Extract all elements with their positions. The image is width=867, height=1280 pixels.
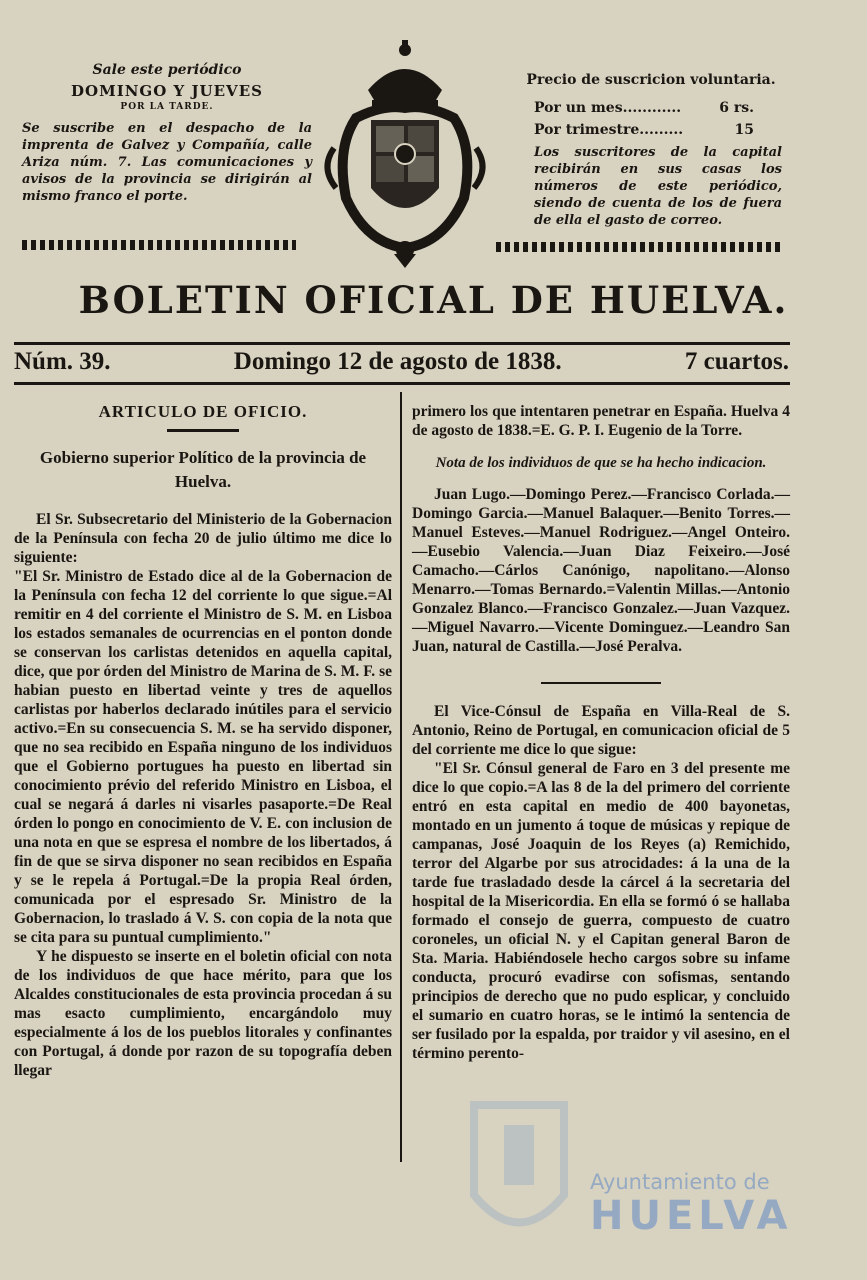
watermark	[590, 1170, 792, 1238]
article-separator-rule	[541, 682, 661, 684]
issue-price: 7 cuartos.	[684, 348, 789, 375]
royal-crest-icon	[316, 38, 494, 270]
watermark-shield-icon	[464, 1085, 574, 1255]
column-divider	[400, 392, 402, 1162]
issue-date: Domingo 12 de agosto de 1838.	[233, 348, 562, 375]
dateline-bottom-rule	[14, 382, 790, 385]
header-right-delivery-text: Los suscritores de la capital recibirán en sus casas los números de este periódico, siendo de cuenta de los de fuera de ella el gasto de correo.	[534, 145, 782, 228]
issue-number: Núm. 39.	[14, 348, 111, 375]
note-title: Nota de los individuos de que se ha hecho indicacion.	[435, 455, 767, 471]
header-left-ornament	[22, 240, 296, 250]
left-paragraph-1: El Sr. Subsecretario del Ministerio de la Gobernacion de la Península con fecha 20 de julio último me dice lo siguiente:	[14, 511, 392, 566]
header-right-block	[520, 72, 782, 229]
section-title: ARTICULO DE OFICIO.	[98, 402, 308, 421]
header-left-subscription-text: Se suscribe en el despacho de la imprenta de Galvez y Compañía, calle Ariza núm. 7. Las comunicaciones y avisos de la provincia se dirigirán al mismo franco el porte.	[22, 121, 312, 204]
price-quarter-value: 15	[734, 122, 754, 138]
header-right-ornament	[496, 242, 784, 252]
header-left-line1: Sale este periódico	[92, 62, 242, 78]
right-paragraph-2: El Vice-Cónsul de España en Villa-Real de S. Antonio, Reino de Portugal, en comunicacion oficial de 5 del corriente me dice lo que sigue:	[412, 703, 790, 758]
price-quarter-row	[520, 122, 782, 138]
section-rule	[167, 429, 239, 432]
right-column	[412, 402, 790, 1063]
right-paragraph-3: "El Sr. Cónsul general de Faro en 3 del presente me dice lo que copio.=A las 8 de la del primero del corriente entró en esta capital en medio de 400 bayonetas, montado en un jumento á toque de músicas y repique de campanas, José Joaquin de los Reyes (a) Remichido, terror del Algarbe por sus atrocidades: á la una de la tarde fue trasladado desde la cárcel á la secretaria del hospital de la Misericordia. En ella se formó ó se hallaba formado el consejo de guerra, compuesto de cuatro coroneles, un oficial N. y el Capitan general Baron de Sta. Maria. Habiéndosele hecho cargos sobre su infame conducta, procuró evadirse con sofismas, sentando principios de derecho que no pudo esplicar, y concluido el sumario en cuatro horas, se le intimó la sentencia de ser fusilado por la espalda, por traidor y vil asesino, en el término perento-	[412, 760, 790, 1062]
left-column	[14, 402, 392, 1080]
section-subtitle: Gobierno superior Político de la provincia de Huelva.	[39, 448, 367, 491]
subscription-price-title: Precio de suscricion voluntaria.	[526, 72, 776, 88]
left-paragraph-3: Y he dispuesto se inserte en el boletin oficial con nota de los individuos de que hace mérito, para que los Alcaldes constitucionales de esta provincia procedan á su mas esacto cumplimiento, encargándolo muy especialmente á los de los pueblos litorales y confinantes con Portugal, á donde por razon de su topografía deben llegar	[14, 948, 392, 1079]
dateline-top-rule	[14, 342, 790, 345]
watermark-line2: HUELVA	[590, 1193, 793, 1239]
price-quarter-label: Por trimestre.........	[534, 122, 684, 138]
price-month-value: 6 rs.	[719, 100, 754, 116]
header-left-time: POR LA TARDE.	[120, 102, 214, 112]
dateline	[14, 348, 789, 376]
header-left-days: DOMINGO Y JUEVES	[71, 82, 263, 100]
price-month-label: Por un mes............	[534, 100, 682, 116]
left-paragraph-2: "El Sr. Ministro de Estado dice al de la Gobernacion de la Península con fecha 12 del corriente lo que sigue.=Al remitir en 4 del corriente el Ministro de S. M. en Lisboa los estados semanales de ocurrencias en el ponton donde se conservan los carlistas detenidos en aquella capital, dice, que por órden del Ministro de Marina de S. M. F. se habian puesto en libertad veinte y tres de aquellos carlistas por haberlos declarado inútiles para el servicio activo.=En su consecuencia S. M. se ha servido disponer, que no sea recibido en España ninguno de los individuos que el Gobierno portugues ha puesto en libertad sin conocimiento prévio del referido Ministro en Lisboa, el cual se negará á darles ni visarles pasaporte.=De Real órden lo pongo en conocimiento de V. E. con inclusion de una nota en que se espresa el nombre de los libertados, á fin de que se sirva disponer no sean recibidos en España y se le repela á Portugal.=De la propia Real órden, comunicada por el espresado Sr. Ministro de la Gobernacion, lo traslado á V. S. con copia de la nota que se cita para su puntual cumplimiento."	[14, 568, 392, 946]
masthead-title: BOLETIN OFICIAL DE HUELVA.	[78, 278, 789, 322]
price-month-row	[520, 100, 782, 116]
header-left-block	[22, 62, 312, 205]
right-paragraph-1: primero los que intentaren penetrar en España. Huelva 4 de agosto de 1838.=E. G. P. I. Eugenio de la Torre.	[412, 403, 790, 439]
names-list: Juan Lugo.—Domingo Perez.—Francisco Corlada.—Domingo Garcia.—Manuel Balaquer.—Benito Torres.—Manuel Esteves.—Manuel Rodriguez.—Angel Onteiro.—Eusebio Valencia.—Juan Diaz Feixeiro.—José Camacho.—Cárlos Canónigo, napolitano.—Alonso Menarro.—Tomas Bernardo.=Valentin Millas.—Antonio Gonzalez Blanco.—Francisco Gonzalez.—Juan Vazquez.—Miguel Navarro.—Vicente Dominguez.—Leandro San Juan, natural de Castilla.—José Peralva.	[412, 486, 790, 655]
watermark-line1: Ayuntamiento de	[590, 1170, 770, 1194]
